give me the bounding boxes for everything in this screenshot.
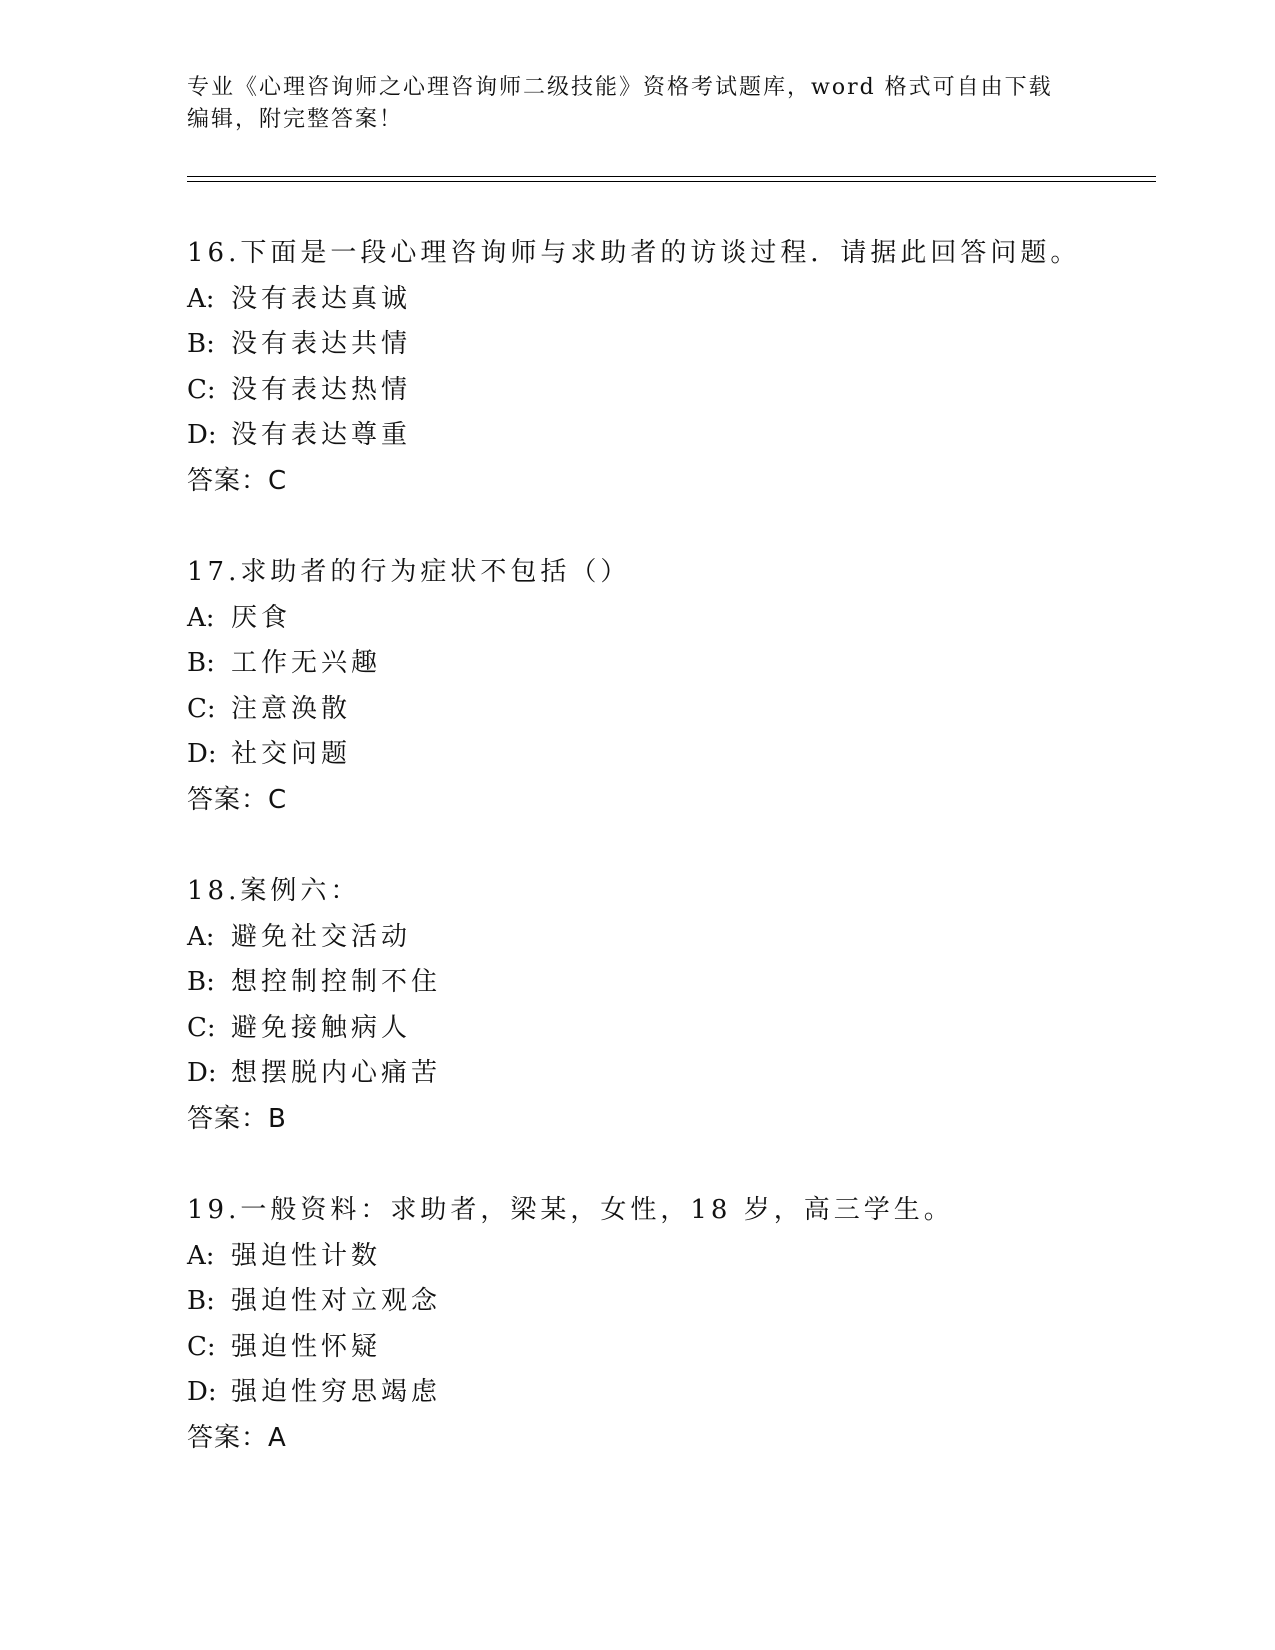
option-letter: B: [187, 329, 215, 359]
option-text: 没有表达真诚 [231, 283, 412, 314]
answer-line: 答案：A [187, 1422, 287, 1453]
option-a [187, 1234, 1147, 1280]
question-stem: 19.一般资料：求助者，梁某，女性，18 岁，高三学生。 [187, 1195, 954, 1225]
answer-line: 答案：C [187, 465, 288, 496]
option-text: 强迫性怀疑 [231, 1331, 382, 1362]
option-letter: B: [187, 1286, 215, 1316]
option-letter: B: [187, 648, 215, 678]
option-text: 没有表达共情 [231, 329, 412, 359]
option-b [187, 641, 1147, 687]
header-divider-bottom [187, 181, 1156, 182]
option-letter: A: [187, 1240, 215, 1271]
option-letter: C: [187, 1331, 216, 1362]
question-list [187, 231, 1147, 1507]
option-d [187, 732, 1147, 778]
option-text: 强迫性穷思竭虑 [231, 1377, 442, 1407]
document-header [187, 72, 1087, 136]
option-text: 注意涣散 [231, 693, 352, 724]
option-text: 强迫性计数 [231, 1240, 382, 1271]
option-text: 工作无兴趣 [231, 648, 382, 678]
question-stem: 16.下面是一段心理咨询师与求助者的访谈过程．请据此回答问题。 [187, 238, 1081, 268]
option-c [187, 687, 1147, 733]
question-stem: 18.案例六： [187, 876, 361, 906]
question-17 [187, 550, 1147, 823]
option-letter: B: [187, 967, 215, 997]
header-line-2: 编辑，附完整答案！ [187, 107, 404, 132]
option-b [187, 960, 1147, 1006]
option-d [187, 1370, 1147, 1416]
question-16 [187, 231, 1147, 504]
option-text: 避免社交活动 [231, 921, 412, 952]
option-letter: C: [187, 693, 216, 724]
option-letter: D: [187, 1377, 217, 1407]
option-letter: A: [187, 283, 215, 314]
option-letter: C: [187, 374, 216, 405]
option-text: 想摆脱内心痛苦 [231, 1058, 442, 1088]
option-text: 没有表达尊重 [231, 420, 412, 450]
option-letter: D: [187, 420, 217, 450]
question-stem: 17.求助者的行为症状不包括（） [187, 557, 631, 587]
question-18 [187, 869, 1147, 1142]
option-c [187, 1325, 1147, 1371]
option-c [187, 1006, 1147, 1052]
option-text: 社交问题 [231, 739, 352, 769]
option-b [187, 1279, 1147, 1325]
answer-line: 答案：B [187, 1103, 287, 1134]
option-a [187, 915, 1147, 961]
option-text: 想控制控制不住 [231, 967, 442, 997]
option-text: 没有表达热情 [231, 374, 412, 405]
option-text: 避免接触病人 [231, 1012, 412, 1043]
option-d [187, 413, 1147, 459]
option-a [187, 596, 1147, 642]
option-letter: C: [187, 1012, 216, 1043]
option-text: 强迫性对立观念 [231, 1286, 442, 1316]
header-line-1: 专业《心理咨询师之心理咨询师二级技能》资格考试题库，word 格式可自由下载 [187, 75, 1053, 100]
option-letter: D: [187, 739, 217, 769]
option-letter: A: [187, 602, 215, 633]
question-19 [187, 1188, 1147, 1461]
option-c [187, 368, 1147, 414]
header-divider-top [187, 176, 1156, 177]
option-b [187, 322, 1147, 368]
answer-line: 答案：C [187, 784, 288, 815]
option-letter: A: [187, 921, 215, 952]
option-d [187, 1051, 1147, 1097]
option-letter: D: [187, 1058, 217, 1088]
option-text: 厌食 [231, 602, 292, 633]
option-a [187, 277, 1147, 323]
